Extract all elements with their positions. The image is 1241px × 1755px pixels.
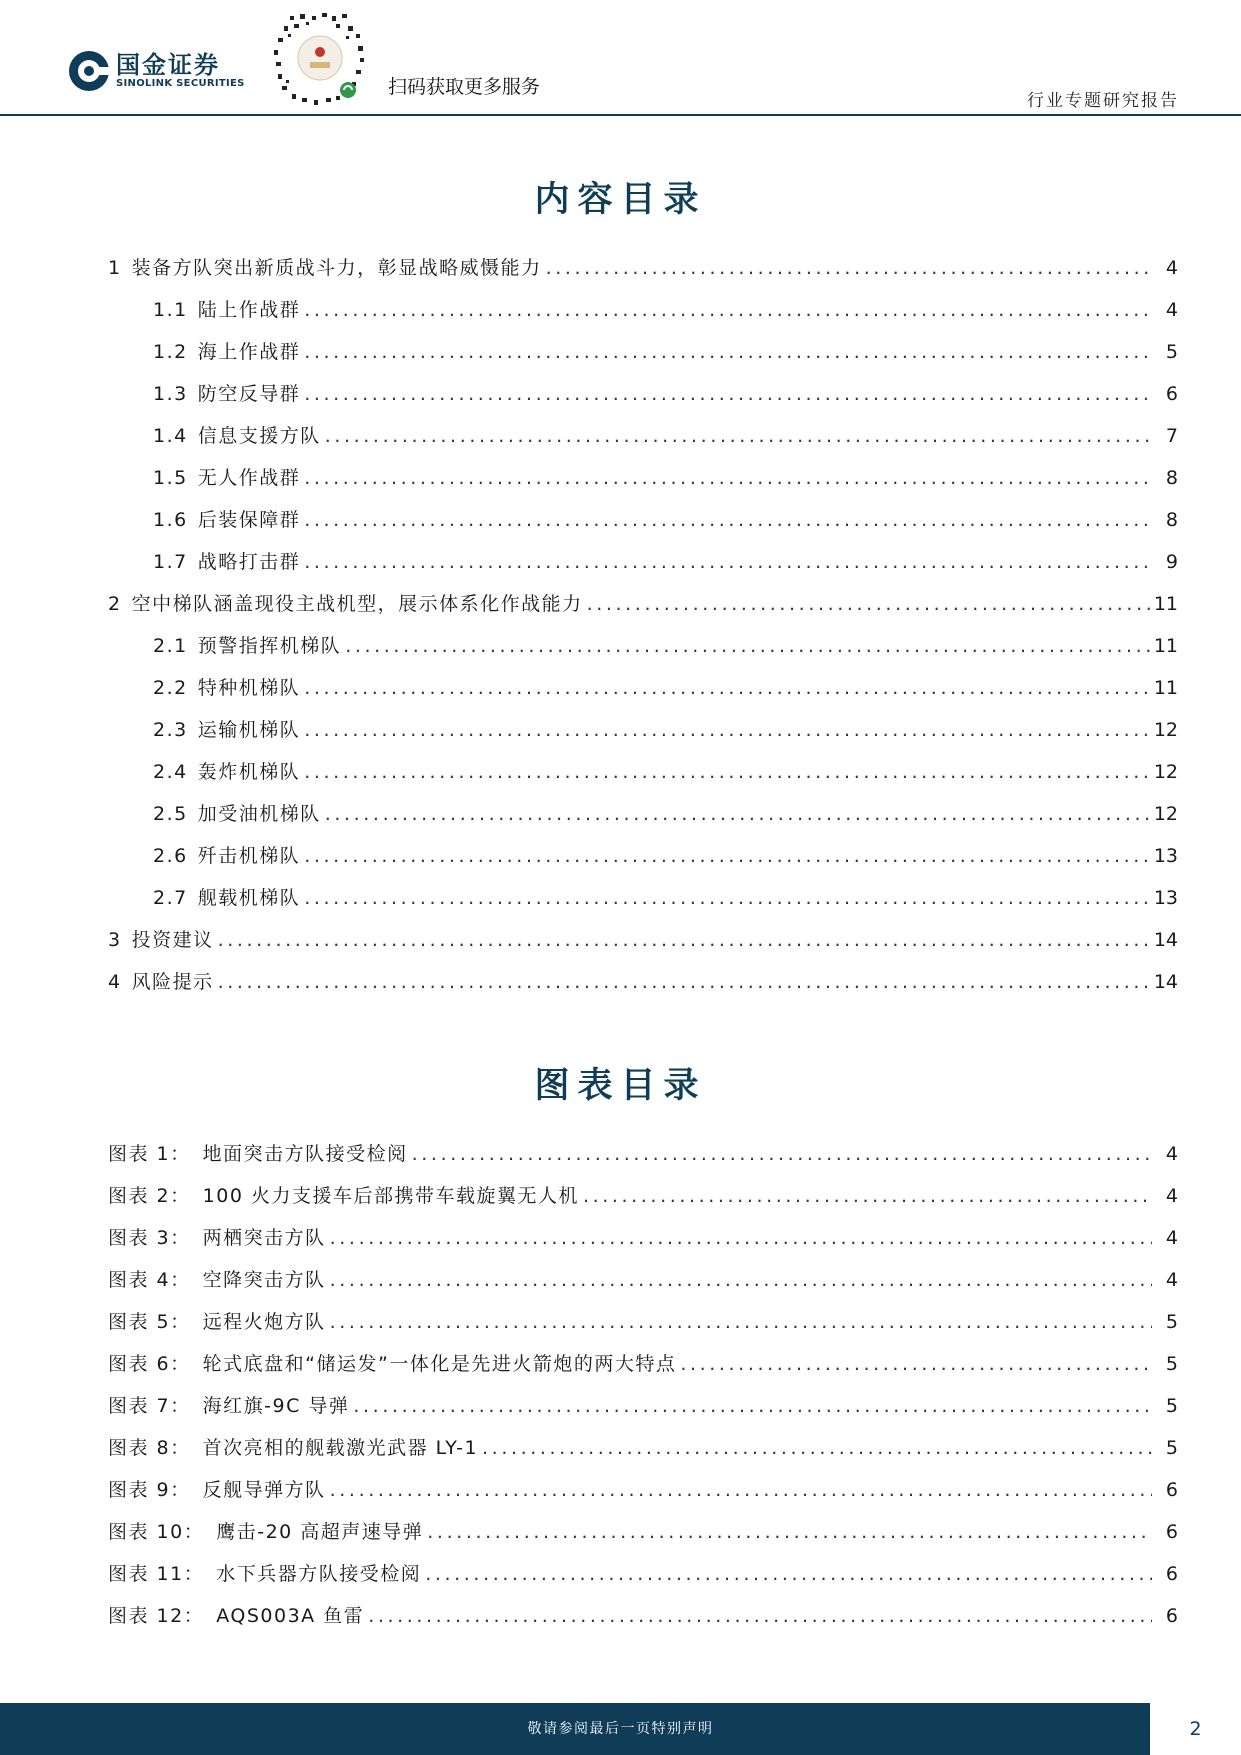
figure-toc-entry[interactable] <box>108 1385 1178 1427</box>
figure-page: 4 <box>1165 1143 1178 1165</box>
page-footer <box>0 1703 1241 1755</box>
toc-entry-number: 1 <box>108 257 122 279</box>
toc-entry-number: 4 <box>108 971 122 993</box>
figure-toc-entry[interactable] <box>108 1469 1178 1511</box>
toc-leader-dots <box>218 961 1150 1003</box>
figure-label: 图表 3： <box>108 1227 191 1249</box>
figure-toc-entry[interactable] <box>108 1427 1178 1469</box>
toc-entry-page: 12 <box>1153 719 1178 741</box>
toc-leader-dots <box>587 583 1150 625</box>
toc-entry-title: 空中梯队涵盖现役主战机型，展示体系化作战能力 <box>131 593 583 615</box>
toc-entry-title: 海上作战群 <box>197 341 301 363</box>
figure-caption: AQS003A 鱼雷 <box>216 1605 365 1627</box>
toc-entry-title: 投资建议 <box>131 929 214 951</box>
toc-leader-dots <box>345 625 1150 667</box>
toc-entry-title: 战略打击群 <box>197 551 301 573</box>
toc-leader-dots <box>482 1427 1152 1469</box>
toc-entry-page: 4 <box>1165 299 1178 321</box>
toc-leader-dots <box>368 1595 1152 1637</box>
toc-entry-title: 装备方队突出新质战斗力，彰显战略威慑能力 <box>131 257 542 279</box>
figure-caption: 水下兵器方队接受检阅 <box>216 1563 422 1585</box>
figure-label: 图表 12： <box>108 1605 205 1627</box>
figure-caption: 远程火炮方队 <box>202 1311 326 1333</box>
toc-entry[interactable] <box>108 835 1178 877</box>
toc-leader-dots <box>330 1217 1152 1259</box>
footer-disclaimer: 敬请参阅最后一页特别声明 <box>527 1721 714 1737</box>
toc-entry[interactable] <box>108 709 1178 751</box>
toc-leader-dots <box>304 373 1152 415</box>
toc-entry-page: 9 <box>1165 551 1178 573</box>
report-type-label: 行业专题研究报告 <box>1027 91 1179 111</box>
toc-entry-number: 2.6 <box>153 845 188 867</box>
toc-entry-title: 歼击机梯队 <box>197 845 301 867</box>
toc-entry-number: 2.7 <box>153 887 188 909</box>
figure-toc-entry[interactable] <box>108 1175 1178 1217</box>
toc-entry-title: 信息支援方队 <box>197 425 321 447</box>
toc-entry-page: 14 <box>1153 929 1178 951</box>
toc-entry-page: 14 <box>1153 971 1178 993</box>
toc-entry-title: 预警指挥机梯队 <box>197 635 342 657</box>
toc-entry-title: 特种机梯队 <box>197 677 301 699</box>
toc-leader-dots <box>546 247 1152 289</box>
figure-toc-entry[interactable] <box>108 1301 1178 1343</box>
figure-label: 图表 2： <box>108 1185 191 1207</box>
toc-entry[interactable] <box>108 667 1178 709</box>
toc-leader-dots <box>330 1259 1152 1301</box>
figure-toc-entry[interactable] <box>108 1511 1178 1553</box>
toc-entry-page: 8 <box>1165 509 1178 531</box>
toc-leader-dots <box>304 541 1152 583</box>
figure-caption: 轮式底盘和“储运发”一体化是先进火箭炮的两大特点 <box>202 1353 677 1375</box>
toc-entry-number: 2.2 <box>153 677 188 699</box>
figure-page: 4 <box>1165 1227 1178 1249</box>
toc-entry[interactable] <box>108 541 1178 583</box>
figure-page: 5 <box>1165 1311 1178 1333</box>
toc-entry[interactable] <box>108 457 1178 499</box>
toc-entry[interactable] <box>108 751 1178 793</box>
toc-leader-dots <box>304 457 1152 499</box>
toc-entry-page: 7 <box>1165 425 1178 447</box>
toc-entry-page: 13 <box>1153 845 1178 867</box>
toc-entry[interactable] <box>108 919 1178 961</box>
toc-entry-number: 1.4 <box>153 425 188 447</box>
toc-entry-page: 6 <box>1165 383 1178 405</box>
toc-leader-dots <box>325 415 1152 457</box>
toc-entry-page: 13 <box>1153 887 1178 909</box>
qr-code-icon <box>270 10 370 110</box>
figure-caption: 首次亮相的舰载激光武器 LY-1 <box>202 1437 479 1459</box>
toc-leader-dots <box>304 751 1150 793</box>
figure-caption: 地面突击方队接受检阅 <box>202 1143 408 1165</box>
figure-label: 图表 1： <box>108 1143 191 1165</box>
figure-caption: 海红旗-9C 导弹 <box>202 1395 350 1417</box>
toc-entry-title: 无人作战群 <box>197 467 301 489</box>
figure-label: 图表 9： <box>108 1479 191 1501</box>
toc-entry-number: 2.5 <box>153 803 188 825</box>
toc-entry-page: 11 <box>1153 593 1178 615</box>
toc-entry-title: 加受油机梯队 <box>197 803 321 825</box>
toc-entry[interactable] <box>108 499 1178 541</box>
figure-page: 6 <box>1165 1521 1178 1543</box>
figure-caption: 两栖突击方队 <box>202 1227 326 1249</box>
figure-page: 6 <box>1165 1563 1178 1585</box>
sinolink-logo-icon <box>68 50 110 92</box>
figure-toc-entry[interactable] <box>108 1343 1178 1385</box>
figure-label: 图表 7： <box>108 1395 191 1417</box>
figure-page: 5 <box>1165 1437 1178 1459</box>
toc-entry-page: 11 <box>1153 635 1178 657</box>
content-toc-list <box>108 247 1178 1003</box>
figure-page: 4 <box>1165 1269 1178 1291</box>
toc-entry-number: 3 <box>108 929 122 951</box>
toc-entry-number: 2 <box>108 593 122 615</box>
toc-entry-title: 轰炸机梯队 <box>197 761 301 783</box>
toc-entry-page: 11 <box>1153 677 1178 699</box>
figure-label: 图表 5： <box>108 1311 191 1333</box>
toc-entry-number: 1.3 <box>153 383 188 405</box>
toc-leader-dots <box>425 1553 1152 1595</box>
figure-caption: 100 火力支援车后部携带车载旋翼无人机 <box>202 1185 579 1207</box>
toc-entry-number: 1.2 <box>153 341 188 363</box>
toc-entry-number: 2.1 <box>153 635 188 657</box>
toc-leader-dots <box>680 1343 1152 1385</box>
toc-entry[interactable] <box>108 415 1178 457</box>
figure-toc-entry[interactable] <box>108 1595 1178 1637</box>
toc-entry-number: 2.3 <box>153 719 188 741</box>
toc-leader-dots <box>304 667 1150 709</box>
toc-leader-dots <box>304 835 1150 877</box>
toc-entry[interactable] <box>108 793 1178 835</box>
figure-label: 图表 8： <box>108 1437 191 1459</box>
toc-leader-dots <box>330 1301 1152 1343</box>
toc-leader-dots <box>304 331 1152 373</box>
figure-page: 6 <box>1165 1479 1178 1501</box>
figure-label: 图表 10： <box>108 1521 205 1543</box>
page-number: 2 <box>1189 1718 1202 1740</box>
toc-entry[interactable] <box>108 625 1178 667</box>
toc-leader-dots <box>330 1469 1152 1511</box>
figure-page: 6 <box>1165 1605 1178 1627</box>
toc-leader-dots <box>412 1133 1152 1175</box>
toc-leader-dots <box>218 919 1150 961</box>
figure-caption: 空降突击方队 <box>202 1269 326 1291</box>
figure-page: 5 <box>1165 1353 1178 1375</box>
toc-entry[interactable] <box>108 877 1178 919</box>
toc-entry-number: 1.1 <box>153 299 188 321</box>
toc-entry-number: 1.5 <box>153 467 188 489</box>
figure-toc-entry[interactable] <box>108 1133 1178 1175</box>
toc-entry[interactable] <box>108 289 1178 331</box>
toc-entry[interactable] <box>108 961 1178 1003</box>
toc-entry[interactable] <box>108 331 1178 373</box>
figure-toc-list <box>108 1133 1178 1637</box>
toc-entry-page: 12 <box>1153 803 1178 825</box>
figure-caption: 反舰导弹方队 <box>202 1479 326 1501</box>
figure-label: 图表 4： <box>108 1269 191 1291</box>
toc-leader-dots <box>304 499 1152 541</box>
toc-entry-title: 舰载机梯队 <box>197 887 301 909</box>
toc-entry-title: 陆上作战群 <box>197 299 301 321</box>
toc-leader-dots <box>427 1511 1152 1553</box>
figure-toc-title: 图表目录 <box>534 1066 707 1106</box>
figure-page: 4 <box>1165 1185 1178 1207</box>
toc-leader-dots <box>325 793 1150 835</box>
toc-entry-page: 8 <box>1165 467 1178 489</box>
toc-entry-number: 2.4 <box>153 761 188 783</box>
toc-entry-title: 后装保障群 <box>197 509 301 531</box>
figure-label: 图表 6： <box>108 1353 191 1375</box>
header-divider <box>0 114 1241 116</box>
toc-leader-dots <box>304 289 1152 331</box>
toc-leader-dots <box>304 709 1150 751</box>
figure-label: 图表 11： <box>108 1563 205 1585</box>
toc-entry-page: 12 <box>1153 761 1178 783</box>
page-header <box>0 0 1241 116</box>
content-toc-title: 内容目录 <box>534 180 707 220</box>
toc-entry[interactable] <box>108 373 1178 415</box>
figure-toc-entry[interactable] <box>108 1553 1178 1595</box>
figure-toc-entry[interactable] <box>108 1259 1178 1301</box>
logo-english-name: SINOLINK SECURITIES <box>116 78 245 89</box>
logo-chinese-name: 国金证券 <box>116 51 220 79</box>
toc-entry[interactable] <box>108 583 1178 625</box>
toc-entry-title: 运输机梯队 <box>197 719 301 741</box>
toc-entry-title: 风险提示 <box>131 971 214 993</box>
toc-entry[interactable] <box>108 247 1178 289</box>
scan-qr-caption: 扫码获取更多服务 <box>388 76 541 98</box>
company-logo <box>68 50 245 92</box>
toc-entry-number: 1.6 <box>153 509 188 531</box>
toc-entry-number: 1.7 <box>153 551 188 573</box>
toc-leader-dots <box>304 877 1150 919</box>
toc-entry-title: 防空反导群 <box>197 383 301 405</box>
toc-leader-dots <box>583 1175 1152 1217</box>
figure-page: 5 <box>1165 1395 1178 1417</box>
figure-toc-entry[interactable] <box>108 1217 1178 1259</box>
figure-caption: 鹰击-20 高超声速导弹 <box>216 1521 424 1543</box>
toc-entry-page: 4 <box>1165 257 1178 279</box>
toc-leader-dots <box>353 1385 1152 1427</box>
toc-entry-page: 5 <box>1165 341 1178 363</box>
